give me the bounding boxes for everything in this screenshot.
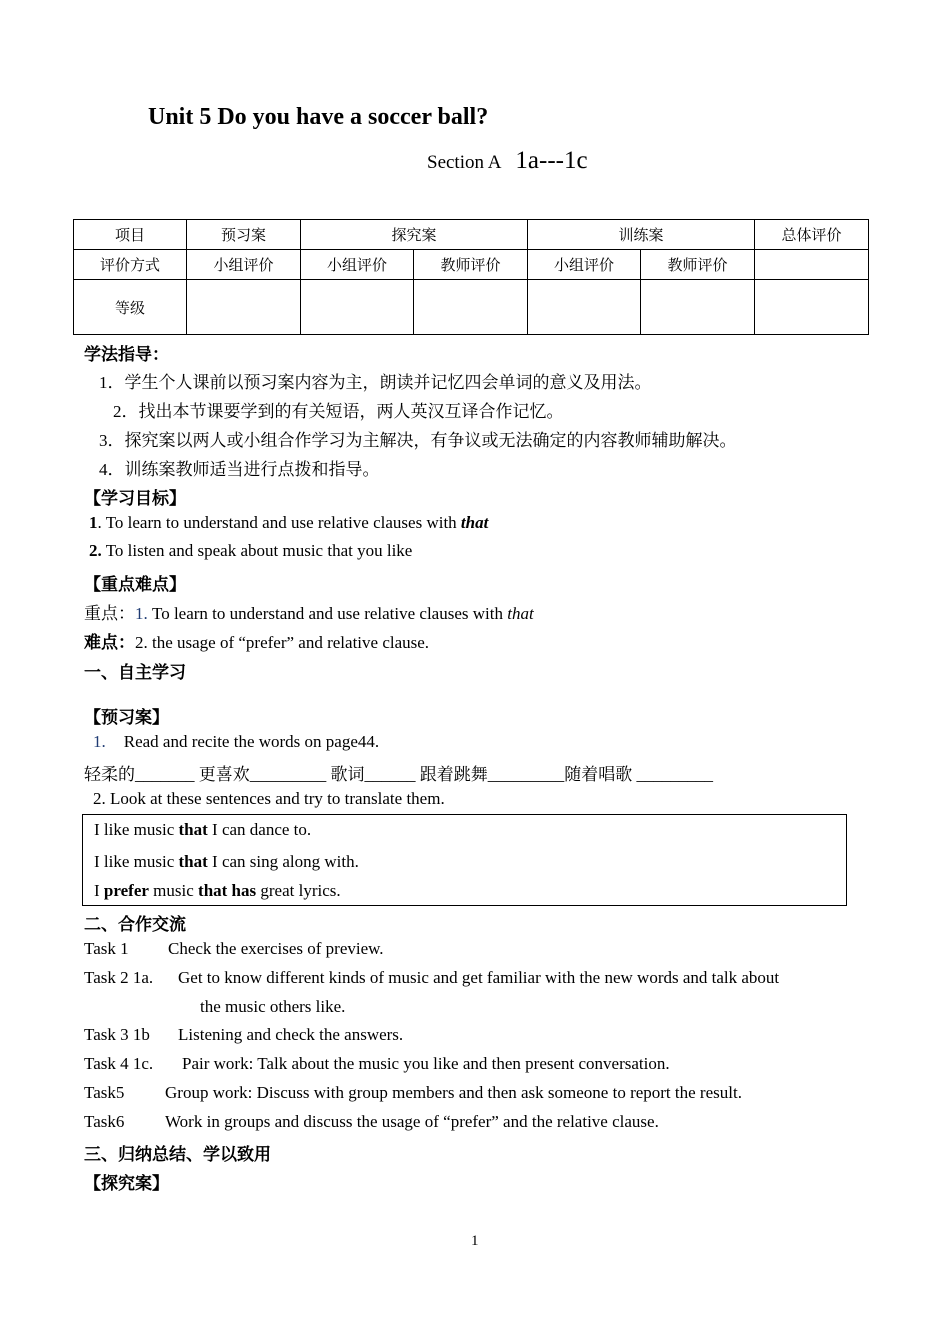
sentence — [94, 820, 311, 840]
table-cell — [755, 250, 869, 280]
table-cell: 总体评价 — [755, 220, 869, 250]
table-row — [74, 280, 869, 335]
task-label: Task6 — [84, 1112, 125, 1131]
difficult-text: 2. the usage of “prefer” and relative clause. — [135, 633, 430, 652]
goal-text: . To learn to understand and use relative clauses with — [97, 513, 461, 532]
guide-item: 4．训练案教师适当进行点拨和指导。 — [99, 460, 380, 479]
table-cell — [414, 280, 528, 335]
guide-heading: 学法指导： — [84, 345, 169, 364]
difficult-label: 难点： — [84, 633, 135, 652]
guide-item: 1．学生个人课前以预习案内容为主，朗读并记忆四会单词的意义及用法。 — [99, 373, 652, 392]
table-cell: 教师评价 — [414, 250, 528, 280]
vocab-line: 轻柔的_______ 更喜欢_________ 歌词______ 跟着跳舞_________随着唱歌 _________ — [84, 765, 713, 784]
task-item — [84, 1083, 742, 1103]
table-cell: 小组评价 — [528, 250, 641, 280]
task-continuation: the music others like. — [200, 997, 346, 1016]
task-text: Check the exercises of preview. — [168, 939, 384, 958]
section-label: Section A — [427, 152, 502, 173]
goal-number: 1 — [89, 513, 98, 532]
table-cell: 教师评价 — [641, 250, 755, 280]
sentence-keyword: that — [178, 820, 208, 839]
preview-item — [93, 732, 379, 752]
page-title: Unit 5 Do you have a soccer ball? — [148, 104, 489, 130]
sentence-part: I can dance to. — [207, 820, 312, 839]
table-cell: 小组评价 — [301, 250, 414, 280]
sentence — [94, 881, 341, 901]
key-label: 重点： — [84, 604, 135, 623]
task-item — [84, 1054, 670, 1074]
table-cell: 项目 — [74, 220, 187, 250]
table-row — [74, 250, 869, 280]
sentence-keyword: that has — [198, 881, 257, 900]
table-cell: 训练案 — [528, 220, 755, 250]
key-emphasis: that — [507, 604, 534, 623]
coop-heading: 二、合作交流 — [84, 915, 186, 934]
table-cell: 预习案 — [187, 220, 301, 250]
table-cell: 探究案 — [301, 220, 528, 250]
sentence-part: great lyrics. — [256, 881, 341, 900]
goal-emphasis: that — [460, 513, 489, 532]
goal-text: To listen and speak about music that you like — [101, 541, 413, 560]
guide-item: 3．探究案以两人或小组合作学习为主解决，有争议或无法确定的内容教师辅助解决。 — [99, 431, 737, 450]
sentence-box — [82, 814, 847, 906]
section-subtitle — [427, 147, 588, 175]
table-cell — [528, 280, 641, 335]
task-item — [84, 1025, 404, 1045]
guide-item: 2．找出本节课要学到的有关短语，两人英汉互译合作记忆。 — [113, 402, 564, 421]
sentence-part: I like music — [94, 820, 179, 839]
section-code: 1a---1c — [515, 147, 588, 174]
key-point — [84, 599, 534, 624]
table-cell — [641, 280, 755, 335]
sentence-keyword: that — [178, 852, 208, 871]
task-label: Task 4 1c. — [84, 1054, 154, 1073]
sentence-keyword: prefer — [103, 881, 149, 900]
table-row — [74, 220, 869, 250]
table-cell — [187, 280, 301, 335]
item-text: Read and recite the words on page44. — [123, 732, 380, 751]
goals-heading: 【学习目标】 — [84, 489, 186, 508]
evaluation-table — [73, 219, 869, 335]
task-text: Pair work: Talk about the music you like and then present conversation. — [182, 1054, 670, 1073]
goal-item — [89, 541, 412, 561]
page-number: 1 — [471, 1233, 479, 1249]
task-item — [84, 968, 780, 988]
task-label: Task 2 1a. — [84, 968, 154, 987]
sentence-part: music — [148, 881, 199, 900]
sentence — [94, 852, 359, 872]
goal-number: 2. — [89, 541, 102, 560]
sentence-part: I like music — [94, 852, 179, 871]
preview-item: 2. Look at these sentences and try to translate them. — [93, 789, 445, 808]
preview-heading: 【预习案】 — [84, 708, 169, 727]
explore-heading: 【探究案】 — [84, 1174, 169, 1193]
task-text: Work in groups and discuss the usage of “prefer” and the relative clause. — [165, 1112, 659, 1131]
difficult-point — [84, 628, 429, 653]
key-heading: 【重点难点】 — [84, 575, 186, 594]
table-cell — [301, 280, 414, 335]
task-text: Group work: Discuss with group members and then ask someone to report the result. — [165, 1083, 742, 1102]
task-text: Listening and check the answers. — [178, 1025, 404, 1044]
self-study-heading: 一、自主学习 — [84, 663, 186, 682]
table-cell — [755, 280, 869, 335]
table-cell: 评价方式 — [74, 250, 187, 280]
task-item — [84, 939, 384, 959]
item-number: 1. — [93, 732, 106, 751]
summary-heading: 三、归纳总结、学以致用 — [84, 1145, 271, 1164]
task-item — [84, 1112, 659, 1132]
task-label: Task 1 — [84, 939, 129, 958]
sentence-part: I — [94, 881, 104, 900]
key-number: 1. — [135, 604, 148, 623]
task-text: Get to know different kinds of music and get familiar with the new words and talk about — [178, 968, 780, 987]
key-text: To learn to understand and use relative clauses with — [147, 604, 508, 623]
goal-item — [89, 513, 488, 533]
table-cell: 小组评价 — [187, 250, 301, 280]
table-cell: 等级 — [74, 280, 187, 335]
task-label: Task 3 1b — [84, 1025, 150, 1044]
task-label: Task5 — [84, 1083, 125, 1102]
sentence-part: I can sing along with. — [207, 852, 359, 871]
